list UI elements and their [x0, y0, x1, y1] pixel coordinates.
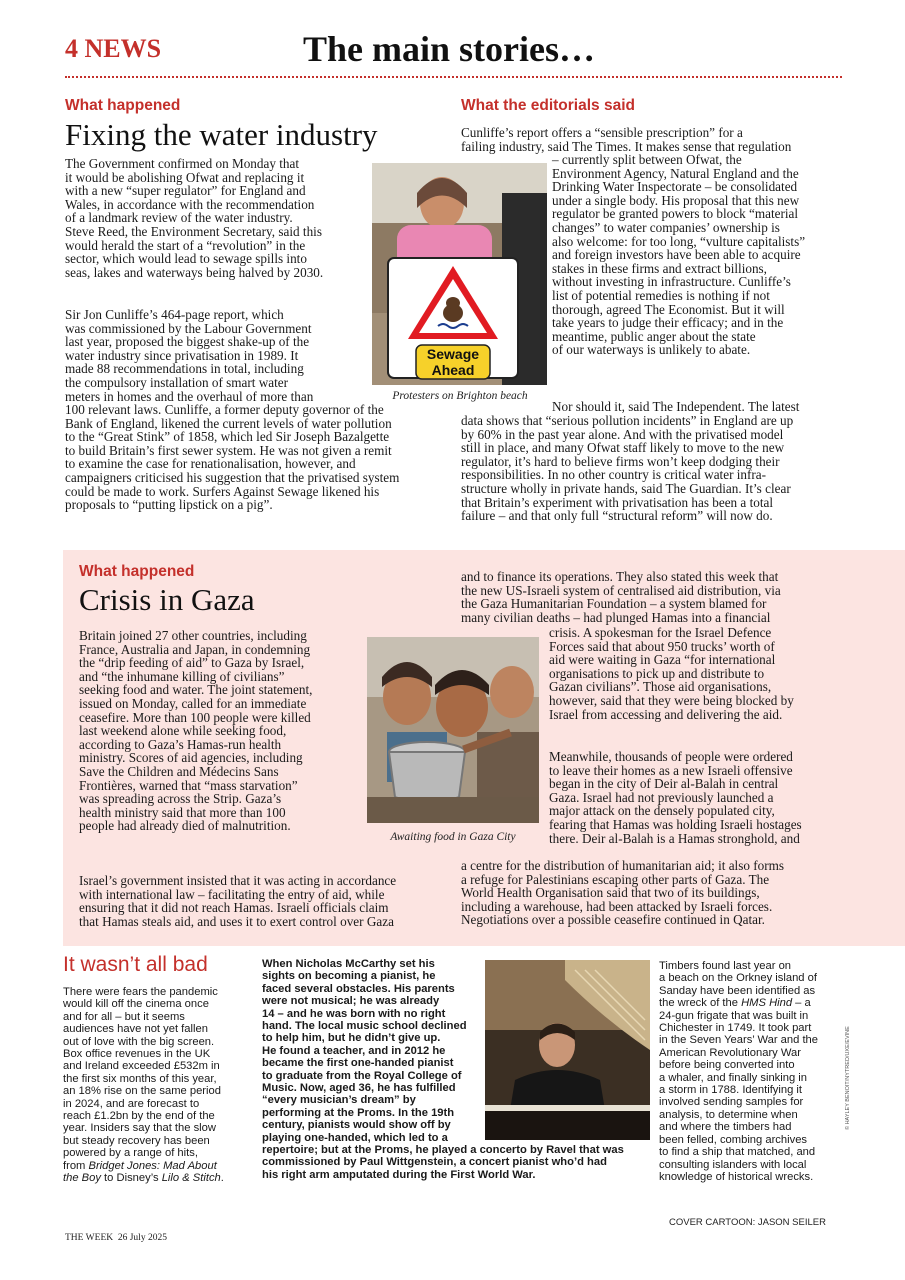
- gaza-line: aid were waiting in Gaza “for international: [549, 652, 776, 668]
- pianist-line: He found a teacher, and in 2012 he: [262, 1044, 446, 1057]
- gaza-photo: [367, 637, 539, 823]
- gaza-line: Britain joined 27 other countries, including: [79, 628, 307, 643]
- water-p2-line: could be made to work. Surfers Against Sewage likened his: [65, 483, 380, 499]
- gaza-line: major attack on the densely populated city,: [549, 803, 775, 819]
- gaza-line: ensuring that it did not reach Hamas. Israeli officials claim: [79, 900, 389, 916]
- gaza-line: was spreading across the Strip. Gaza’s: [79, 791, 282, 807]
- ship-line: a storm in 1788. Identifying it: [659, 1084, 803, 1097]
- water-p1-line: The Government confirmed on Monday that: [65, 156, 300, 171]
- ship-line: been felled, combing archives: [659, 1133, 808, 1146]
- editorials-line: failing industry, said The Times. It makes sense that regulation: [461, 138, 792, 154]
- cinema-line: [63, 1172, 253, 1184]
- editorials-line: stakes in these firms and extract billions,: [552, 260, 767, 276]
- water-kicker: What happened: [65, 97, 181, 114]
- ship-text: the wreck of the: [659, 997, 742, 1010]
- gaza-photo-caption: Awaiting food in Gaza City: [390, 831, 516, 843]
- gaza-line: many civilian deaths – had plunged Hamas into a financial: [461, 609, 771, 625]
- cinema-text: .: [220, 1172, 224, 1185]
- gaza-line: France, Australia and Japan, in condemning: [79, 641, 311, 657]
- gaza-line: a centre for the distribution of humanitarian aid; it also forms: [461, 858, 785, 873]
- water-p2-line: was commissioned by the Labour Government: [65, 320, 312, 336]
- editorials-line: list of potential remedies is nothing if not: [552, 287, 770, 303]
- sign-text-1: Sewage: [426, 346, 480, 362]
- water-headline: Fixing the water industry: [65, 117, 378, 152]
- pianist-line: repertoire; but at the Proms, he played a concerto by Ravel that was: [262, 1144, 624, 1156]
- ship-name: HMS Hind: [741, 997, 793, 1010]
- protest-photo-caption: Protesters on Brighton beach: [392, 390, 528, 402]
- water-p2-line: to examine the case for renationalisation, however, and: [65, 456, 356, 472]
- water-p1-line: it would be abolishing Ofwat and replacing it: [65, 169, 305, 185]
- ship-text: – a: [792, 997, 811, 1010]
- gaza-line: Forces said that about 950 trucks’ worth of: [549, 638, 775, 654]
- gaza-right-bottom: [461, 859, 856, 927]
- pianist-line: playing one-handed, which led to a: [262, 1131, 448, 1144]
- editorials-line: regulator be granted powers to block “material: [552, 206, 799, 222]
- gaza-line: and to finance its operations. They also stated this week that: [461, 569, 779, 584]
- cinema-text: to Disney’s: [100, 1172, 162, 1185]
- pianist-line: When Nicholas McCarthy set his: [262, 958, 435, 970]
- editorials-paragraph-1-top: [461, 126, 851, 153]
- film-title: the Boy: [63, 1172, 101, 1185]
- gaza-line: Israel from accessing and delivering the aid.: [549, 706, 783, 722]
- pianist-line: commissioned by Paul Wittgenstein, a concert pianist who’d had: [262, 1156, 607, 1169]
- gaza-paragraph-2: [79, 874, 459, 928]
- water-p1-line: with a new “super regulator” for England and: [65, 183, 306, 199]
- water-p1-line: sector, which would lead to sewage spills into: [65, 251, 307, 267]
- gaza-right-narrow-1: [549, 626, 859, 721]
- good-news-pianist: [262, 958, 482, 1144]
- editorials-line: changes” to water companies’ ownership is: [552, 219, 780, 235]
- sign-text-2: Ahead: [431, 362, 475, 378]
- ship-line: analysis, to determine when: [659, 1108, 798, 1121]
- gaza-photo-graphic: [367, 637, 539, 823]
- gaza-line: issued on Monday, called for an immediate: [79, 695, 307, 711]
- cinema-line: the first six months of this year,: [63, 1072, 217, 1085]
- ship-line: involved sending samples for: [659, 1096, 804, 1109]
- gaza-line: people had already died of malnutrition.: [79, 818, 291, 834]
- editorials-line: data shows that “serious pollution incidents” in England are up: [461, 413, 794, 428]
- editorials-line: by 60% in the past year alone. And with the privatised model: [461, 426, 784, 442]
- editorials-line: still in place, and many Ofwat staff likely to move to the new: [461, 440, 785, 456]
- pianist-line: became the first one-handed pianist: [262, 1057, 454, 1070]
- gaza-line: the Gaza Humanitarian Foundation – a system blamed for: [461, 596, 767, 612]
- editorials-line: structure wholly in private hands, said The Guardian. It’s clear: [461, 480, 791, 496]
- editorials-paragraph-1: [552, 153, 852, 357]
- gaza-line: there. Deir al-Balah is a Hamas stronghold, and: [549, 830, 800, 846]
- cinema-line: Box office revenues in the UK: [63, 1048, 211, 1061]
- gaza-line: organisations to pick up and distribute to: [549, 665, 765, 681]
- water-p2-line: the compulsory installation of smart water: [65, 374, 289, 390]
- editorials-line: Cunliffe’s report offers a “sensible prescription” for a: [461, 125, 743, 140]
- pianist-line: century, pianists would show off by: [262, 1119, 451, 1132]
- water-p2-line: 100 relevant laws. Cunliffe, a former deputy governor of the: [65, 402, 384, 417]
- gaza-right-narrow-2: [549, 750, 859, 845]
- cinema-line: in 2024, and are forecast to: [63, 1097, 200, 1110]
- cinema-line: but steady recovery has been: [63, 1134, 210, 1147]
- good-news-cinema: [63, 986, 253, 1185]
- editorials-line: thorough, agreed The Economist. But it will: [552, 301, 785, 317]
- water-p1-line: would herald the start of a “revolution” in the: [65, 237, 306, 253]
- ship-line: Timbers found last year on: [659, 960, 792, 972]
- cinema-line: powered by a range of hits,: [63, 1147, 198, 1160]
- editorials-line: responsibilities. In no other country is critical water infra-: [461, 467, 767, 483]
- ship-line: knowledge of historical wrecks.: [659, 1170, 814, 1183]
- gaza-line: the new US-Israeli system of centralised aid distribution, via: [461, 582, 781, 598]
- water-p2-line: last year, proposed the biggest shake-up of the: [65, 334, 310, 350]
- cover-credit: COVER CARTOON: JASON SEILER: [669, 1217, 826, 1228]
- water-p2-line: made 88 recommendations in total, including: [65, 361, 304, 377]
- pianist-line: hand. The local music school declined: [262, 1020, 467, 1033]
- gaza-line: began in the city of Deir al-Balah in central: [549, 776, 779, 792]
- editorials-paragraph-2: [461, 414, 853, 523]
- gaza-kicker: What happened: [79, 563, 195, 580]
- gaza-line: Negotiations over a possible ceasefire continued in Qatar.: [461, 912, 765, 928]
- good-news-shipwreck: [659, 960, 844, 1183]
- ship-line: 24-gun frigate that was built in: [659, 1009, 809, 1022]
- water-p2-line: to build Britain’s first sewer system. He was not given a remit: [65, 442, 392, 458]
- editorials-line: of our waterways is unlikely to abate.: [552, 342, 751, 358]
- cinema-line: and for all – but it seems: [63, 1010, 185, 1023]
- pianist-photo-graphic: [485, 960, 650, 1140]
- pianist-line: his right arm amputated during the First World War.: [262, 1168, 536, 1181]
- water-p1-line: Wales, in accordance with the recommendation: [65, 196, 315, 212]
- editorials-line: under a single body. His proposal that this new: [552, 192, 800, 208]
- editorials-line: – currently split between Ofwat, the: [552, 152, 742, 167]
- gaza-line: a refuge for Palestinians escaping other parts of Gaza. The: [461, 871, 770, 887]
- page-title: The main stories…: [303, 29, 595, 69]
- cinema-line: reach £1.2bn by the end of the: [63, 1110, 215, 1123]
- water-p2-line: Bank of England, likened the current levels of water pollution: [65, 415, 392, 431]
- photo-credit: © HAYLEY BENOIT/NYTRED/UXE/EVINE: [845, 1026, 851, 1130]
- ship-line: [659, 997, 844, 1009]
- ship-line: a whaler, and finally sinking in: [659, 1071, 808, 1084]
- gaza-line: last weekend alone while seeking food,: [79, 723, 287, 739]
- pianist-line: performing at the Proms. In the 19th: [262, 1106, 455, 1119]
- cinema-line: There were fears the pandemic: [63, 986, 218, 998]
- editorials-paragraph-2-first: Nor should it, said The Independent. The latest: [552, 399, 800, 414]
- water-p2-line: meters in homes and the overhaul of more than: [65, 388, 314, 404]
- gaza-line: seeking food and water. The joint statement,: [79, 682, 313, 698]
- gaza-line: Gaza. Israel had not previously launched a: [549, 789, 774, 805]
- gaza-line: the “drip feeding of aid” to Gaza by Israel,: [79, 655, 305, 671]
- cinema-line: year. Insiders say that the slow: [63, 1122, 216, 1135]
- gaza-line: health ministry said that more than 100: [79, 804, 286, 820]
- cinema-line: an 18% rise on the same period: [63, 1085, 221, 1098]
- pianist-line: 14 – and he was born with no right: [262, 1007, 446, 1020]
- editorials-line: that Britain’s experiment with privatisation has been a total: [461, 494, 774, 510]
- gaza-right-top: [461, 570, 856, 624]
- water-p1-line: seas, lakes and waterways being halved by 2030.: [65, 264, 324, 280]
- water-p2-line: proposals to “putting lipstick on a pig”.: [65, 497, 273, 513]
- water-p2-line: water industry since privatisation in 1989. It: [65, 347, 299, 363]
- gaza-line: Gazan civilians”. Those aid organisations,: [549, 679, 772, 695]
- publication-footer: THE WEEK 26 July 2025: [65, 1233, 167, 1243]
- ship-line: American Revolutionary War: [659, 1046, 801, 1059]
- gaza-headline: Crisis in Gaza: [79, 582, 255, 617]
- water-p2-line: Sir Jon Cunliffe’s 464-page report, which: [65, 307, 284, 322]
- gaza-line: Meanwhile, thousands of people were ordered: [549, 749, 793, 764]
- pianist-line: Music. Now, aged 36, he has fulfilled: [262, 1082, 456, 1095]
- editorials-line: regulator, it’s hard to believe firms won’t keep dodging their: [461, 453, 780, 469]
- pianist-line: to graduate from the Royal College of: [262, 1069, 462, 1082]
- pianist-line: “every musician’s dream” by: [262, 1094, 416, 1107]
- gaza-line: that Hamas steals aid, and uses it to exert control over Gaza: [79, 913, 394, 929]
- water-paragraph-1: [65, 157, 365, 279]
- water-paragraph-2: [65, 308, 365, 403]
- film-title: Bridget Jones: Mad About: [88, 1159, 217, 1172]
- gaza-line: and “the inhumane killing of civilians”: [79, 668, 285, 684]
- ship-line: and where the timbers had: [659, 1121, 792, 1134]
- gaza-line: to leave their homes as a new Israeli offensive: [549, 762, 793, 778]
- gaza-line: including a warehouse, had been attacked by Israeli forces.: [461, 898, 773, 914]
- ship-line: to find a ship that matched, and: [659, 1146, 816, 1159]
- gaza-line: according to Gaza’s Hamas-run health: [79, 736, 282, 752]
- ship-line: Sanday have been identified as: [659, 984, 816, 997]
- water-p1-line: of a landmark review of the water industry.: [65, 210, 293, 226]
- editorials-line: failure – and that only full “structural reform” will now do.: [461, 508, 773, 524]
- cinema-text: from: [63, 1159, 89, 1172]
- pianist-line: faced several obstacles. His parents: [262, 982, 455, 995]
- section-label: 4 NEWS: [65, 34, 162, 63]
- ship-line: in the Seven Years’ War and the: [659, 1034, 819, 1047]
- water-p1-line: Steve Reed, the Environment Secretary, said this: [65, 223, 322, 239]
- gaza-line: Israel’s government insisted that it was acting in accordance: [79, 873, 397, 888]
- pianist-line: sights on becoming a pianist, he: [262, 970, 436, 983]
- gaza-line: crisis. A spokesman for the Israel Defence: [549, 625, 772, 640]
- gaza-line: ministry. Scores of aid agencies, including: [79, 750, 303, 766]
- gaza-line: with international law – facilitating the entry of aid, while: [79, 886, 385, 902]
- water-p2-line: to the “Great Stink” of 1858, which led Sir Joseph Bazalgette: [65, 429, 390, 445]
- film-title: Lilo & Stitch: [161, 1172, 221, 1185]
- pianist-photo: [485, 960, 650, 1140]
- water-p2-line: campaigners criticised his suggestion that the privatised system: [65, 469, 400, 485]
- editorials-line: take years to judge their efficacy; and in the: [552, 315, 784, 331]
- cinema-line: audiences have not yet fallen: [63, 1023, 208, 1036]
- good-news-pianist-wide: [262, 1144, 652, 1181]
- cinema-line: [63, 1160, 253, 1172]
- editorials-line: Environment Agency, Natural England and the: [552, 165, 799, 181]
- header-rule: [65, 76, 842, 78]
- pianist-line: were not musical; he was already: [262, 995, 440, 1008]
- ship-line: Chichester in 1749. It took part: [659, 1022, 812, 1035]
- gaza-line: ceasefire. More than 100 people were killed: [79, 709, 311, 725]
- water-paragraph-2-wide: [65, 403, 455, 512]
- editorials-line: Drinking Water Inspectorate – be consolidated: [552, 179, 798, 195]
- editorials-kicker: What the editorials said: [461, 97, 635, 114]
- ship-line: consulting islanders with local: [659, 1158, 807, 1171]
- protest-photo: [372, 163, 547, 385]
- gaza-line: Frontières, warned that “mass starvation”: [79, 777, 298, 793]
- gaza-paragraph-1: [79, 629, 369, 833]
- editorials-line: without investing in infrastructure. Cunliffe’s: [552, 274, 791, 290]
- gaza-line: however, said that they were being blocked by: [549, 692, 794, 708]
- editorials-line: meantime, public anger about the state: [552, 328, 756, 344]
- gaza-line: fearing that Hamas was holding Israeli hostages: [549, 816, 802, 832]
- ship-line: before being converted into: [659, 1059, 795, 1072]
- good-news-heading: It wasn’t all bad: [63, 953, 208, 976]
- cinema-line: out of love with the big screen.: [63, 1035, 215, 1048]
- cinema-line: and Ireland exceeded £532m in: [63, 1060, 220, 1073]
- cinema-line: would kill off the cinema once: [63, 998, 209, 1011]
- ship-line: a beach on the Orkney island of: [659, 972, 817, 985]
- pianist-line: to help him, but he didn’t give up.: [262, 1032, 441, 1045]
- gaza-line: World Health Organisation said that two of its buildings,: [461, 885, 760, 901]
- editorials-line: and foreign investors have been able to acquire: [552, 247, 801, 263]
- editorials-line: also welcome: for too long, “vulture capitalists”: [552, 233, 806, 249]
- gaza-line: Save the Children and Médecins Sans: [79, 763, 279, 779]
